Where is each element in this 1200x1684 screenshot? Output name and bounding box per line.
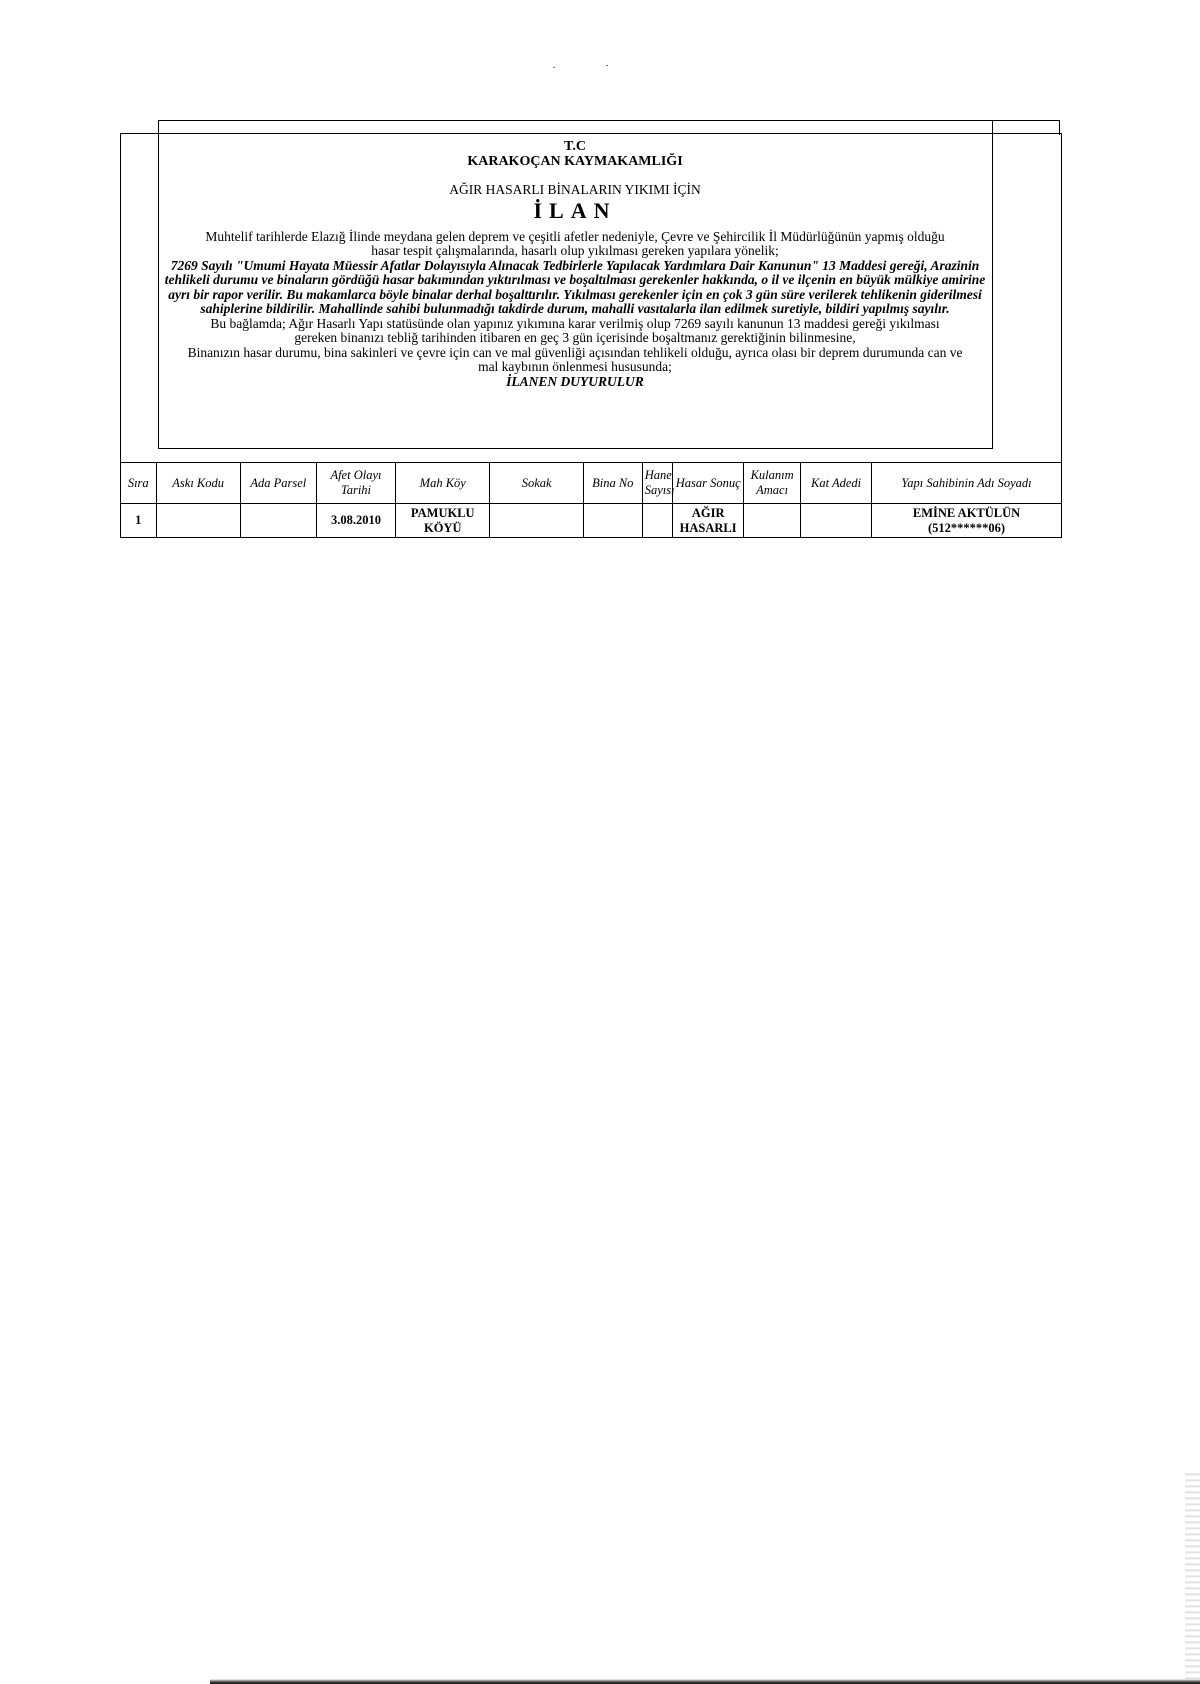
header-mah-koy: Mah Köy: [396, 463, 490, 504]
state-title: T.C: [564, 139, 586, 154]
header-bina-no: Bina No: [583, 463, 642, 504]
notice-paragraph-law: 7269 Sayılı "Umumi Hayata Müessir Afatlar Dolayısıyla Alınacak Tedbirlerle Yapılacak Yardımlara Dair Kanunun" 13 Maddesi gereği, Arazinin tehlikeli durumu ve binaların gördüğü hasar bakımından yıktırılması ve boşaltılması gerekenler hakkında, o il ve ilçenin en büyük mülkiye amirine ayrı bir rapor verilir. Bu makamlarca böyle binalar derhal boşalttırılır. Yıkılması gerekenler için en çok 3 gün süre verilerek tehlikenin giderilmesi sahiplerine bildirilir. Mahallinde sahibi bulunmadığı takdirde durum, mahalli vasıtalarla ilan edilmek suretiyle, bildiri yapılmış sayılır.: [164, 257, 986, 316]
cell-kat-adedi: [801, 504, 872, 538]
cell-afet-tarihi: 3.08.2010: [316, 504, 395, 538]
notice-subject: AĞIR HASARLI BİNALARIN YIKIMI İÇİN: [449, 182, 701, 197]
scan-speck: [553, 67, 555, 68]
header-sokak: Sokak: [490, 463, 583, 504]
table-row: [121, 504, 1062, 538]
scan-bottom-edge: [210, 1679, 1200, 1684]
notice-heading: İLAN: [533, 197, 617, 223]
header-yapi-sahibi: Yapı Sahibinin Adı Soyadı: [872, 463, 1062, 504]
header-aski-kodu: Askı Kodu: [156, 463, 240, 504]
table-header-row: [121, 463, 1062, 504]
cell-mah-koy: PAMUKLU KÖYÜ: [396, 504, 490, 538]
notice-paragraph-4: Binanızın hasar durumu, bina sakinleri ve çevre için can ve mal güvenliği açısından tehlikeli olduğu, ayrıca olası bir deprem durumunda can ve mal kaybının önlenmesi hususunda;: [187, 344, 963, 374]
authority-title: KARAKOÇAN KAYMAKAMLIĞI: [467, 153, 683, 169]
header-kulanim-amaci: Kulanım Amacı: [744, 463, 801, 504]
building-table: [120, 462, 1062, 538]
header-afet-tarihi: Afet Olayı Tarihi: [316, 463, 395, 504]
cell-ada-parsel: [240, 504, 316, 538]
frame-right-line: [1059, 120, 1060, 135]
cell-hasar-sonuc: AĞIR HASARLI: [673, 504, 744, 538]
notice-paragraph-1: Muhtelif tarihlerde Elazığ İlinde meydana gelen deprem ve çeşitli afetler nedeniyle, Çevre ve Şehircilik İl Müdürlüğünün yapmış olduğu hasar tespit çalışmalarında, hasarlı olup yıkılması gereken yapılara yönelik;: [205, 228, 945, 258]
header-kat-adedi: Kat Adedi: [801, 463, 872, 504]
header-hane-sayisi: Hane Sayısı: [642, 463, 672, 504]
scan-edge-noise: [1185, 1470, 1200, 1684]
header-ada-parsel: Ada Parsel: [240, 463, 316, 504]
notice-paragraph-3: Bu bağlamda; Ağır Hasarlı Yapı statüsünde olan yapınız yıkımına karar verilmiş olup 7269 sayılı kanunun 13 maddesi gereği yıkılması gereken binanızı tebliğ tarihinden itibaren en geç 3 gün içerisinde boşaltmanız gerektiğinin bilinmesine,: [210, 315, 940, 345]
cell-sira: 1: [121, 504, 157, 538]
header-hasar-sonuc: Hasar Sonuç: [673, 463, 744, 504]
cell-yapi-sahibi: EMİNE AKTÜLÜN (512******06): [872, 504, 1062, 538]
cell-hane-sayisi: [642, 504, 672, 538]
cell-sokak: [490, 504, 583, 538]
header-sira: Sıra: [121, 463, 157, 504]
scan-speck: [606, 65, 608, 66]
notice-closing: İLANEN DUYURULUR: [506, 373, 644, 389]
notice-block: [160, 140, 990, 389]
cell-kulanim-amaci: [744, 504, 801, 538]
cell-bina-no: [583, 504, 642, 538]
cell-aski-kodu: [156, 504, 240, 538]
